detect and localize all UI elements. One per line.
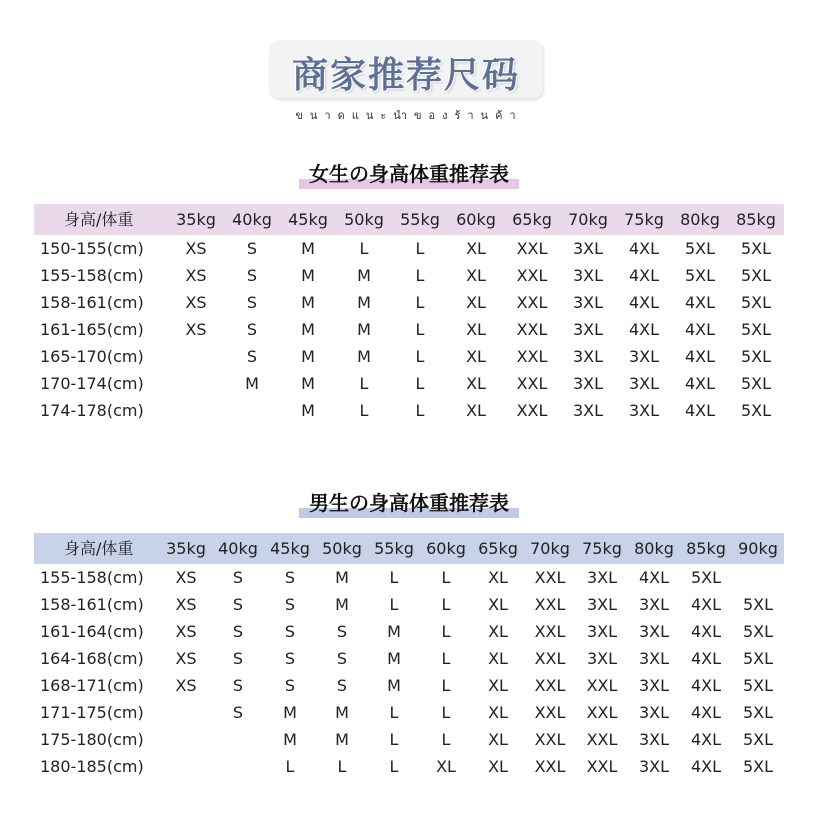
size-cell: 3XL [572,293,604,312]
size-cell: S [232,703,244,722]
size-cell: 4XL [628,320,660,339]
size-cell: L [389,568,399,587]
size-cell [160,699,212,726]
size-cell: L [415,401,425,420]
women-title-block [0,158,818,187]
size-cell: XXL [534,568,566,587]
banner [269,40,543,98]
size-cell: XS [175,568,197,587]
size-cell [160,726,212,753]
size-cell: XS [175,676,197,695]
size-cell: 4XL [684,347,716,366]
size-cell: L [415,347,425,366]
size-cell: XL [466,266,486,285]
height-label: 161-164(cm) [40,622,144,641]
weight-header: 60kg [426,539,466,558]
size-cell: 3XL [586,595,618,614]
size-cell: L [415,320,425,339]
size-cell: 5XL [690,568,722,587]
size-cell: XXL [534,730,566,749]
size-cell: M [301,293,315,312]
height-label: 174-178(cm) [40,401,144,420]
weight-header: 85kg [736,210,776,229]
size-cell: XS [175,622,197,641]
size-cell: L [389,757,399,776]
size-cell: S [246,266,258,285]
size-cell: L [337,757,347,776]
size-cell: 3XL [638,730,670,749]
table-row [34,699,784,726]
size-cell: L [415,239,425,258]
table-row [34,618,784,645]
size-cell [212,726,264,753]
weight-header: 35kg [166,539,206,558]
size-cell [160,753,212,780]
size-cell: 3XL [572,374,604,393]
size-cell: 4XL [690,757,722,776]
size-cell: M [357,293,371,312]
table-row [34,289,784,316]
weight-header: 50kg [322,539,362,558]
size-cell: XL [488,757,508,776]
size-cell: 4XL [684,293,716,312]
table-row [34,343,784,370]
size-cell: M [335,730,349,749]
size-cell: 3XL [586,622,618,641]
size-cell: XL [488,730,508,749]
table-row [34,370,784,397]
size-cell: XXL [534,595,566,614]
size-cell: S [336,622,348,641]
size-cell: S [232,649,244,668]
table-row [34,262,784,289]
size-cell [224,397,280,424]
table-row [34,645,784,672]
size-cell: M [357,266,371,285]
height-label: 168-171(cm) [40,676,144,695]
size-cell: S [284,622,296,641]
size-cell: 5XL [742,757,774,776]
size-cell: L [441,568,451,587]
weight-header: 40kg [218,539,258,558]
size-cell: M [387,622,401,641]
height-label: 158-161(cm) [40,595,144,614]
size-cell: 4XL [684,374,716,393]
size-cell: 5XL [742,622,774,641]
size-cell: XS [185,293,207,312]
size-cell: M [301,374,315,393]
size-cell: L [359,374,369,393]
size-cell: XXL [534,622,566,641]
size-cell: S [284,649,296,668]
table-row [34,726,784,753]
weight-header: 40kg [232,210,272,229]
women-header-row [34,204,784,235]
size-cell [168,370,224,397]
size-cell: 5XL [742,595,774,614]
size-cell: 3XL [572,239,604,258]
size-cell: XXL [534,649,566,668]
men-title: 男生の身高体重推荐表 [309,491,509,515]
size-cell: L [415,266,425,285]
size-cell: 4XL [690,676,722,695]
table-row [34,316,784,343]
height-label: 165-170(cm) [40,347,144,366]
size-cell: XL [488,703,508,722]
thai-subtitle: ขนาดแนะนำของร้านค้า [295,109,523,122]
size-cell: L [389,730,399,749]
size-cell: L [415,293,425,312]
size-cell: M [387,676,401,695]
size-cell: XL [466,239,486,258]
size-cell: 5XL [742,676,774,695]
size-cell: XXL [534,703,566,722]
size-cell: M [301,347,315,366]
size-cell: M [245,374,259,393]
table-row [34,672,784,699]
size-cell: XXL [586,703,618,722]
size-cell: 3XL [638,649,670,668]
size-cell: 4XL [628,293,660,312]
size-cell: 4XL [638,568,670,587]
corner-label: 身高/体重 [64,539,134,558]
size-cell: 3XL [586,568,618,587]
size-cell: XL [488,622,508,641]
size-cell: XL [466,347,486,366]
size-cell: XS [185,239,207,258]
size-cell: XS [175,649,197,668]
size-cell: 4XL [684,401,716,420]
size-cell: XXL [516,401,548,420]
size-cell: 3XL [628,401,660,420]
size-cell: XL [466,320,486,339]
size-cell: L [441,595,451,614]
size-cell: 5XL [740,374,772,393]
size-cell: 3XL [572,401,604,420]
weight-header: 65kg [512,210,552,229]
size-cell [168,397,224,424]
weight-header: 75kg [582,539,622,558]
weight-header: 70kg [568,210,608,229]
size-cell: M [283,730,297,749]
weight-header: 45kg [288,210,328,229]
size-cell: XL [488,676,508,695]
size-cell: M [357,347,371,366]
height-label: 171-175(cm) [40,703,144,722]
size-cell: L [389,595,399,614]
size-cell: 5XL [684,239,716,258]
size-cell: XS [175,595,197,614]
size-cell: XXL [516,320,548,339]
size-cell: L [441,730,451,749]
size-cell: 5XL [740,239,772,258]
size-cell: S [246,320,258,339]
size-cell: S [246,347,258,366]
women-size-table [34,204,784,424]
table-row [34,591,784,618]
weight-header: 55kg [400,210,440,229]
size-cell: 4XL [628,266,660,285]
size-cell: 5XL [742,649,774,668]
size-cell: XXL [516,347,548,366]
height-label: 155-158(cm) [40,568,144,587]
table-row [34,397,784,424]
height-label: 155-158(cm) [40,266,144,285]
size-cell: XXL [534,757,566,776]
size-cell: 3XL [572,266,604,285]
size-cell: L [441,703,451,722]
size-cell: 4XL [690,730,722,749]
size-cell: 3XL [638,676,670,695]
size-cell: 3XL [586,649,618,668]
height-label: 170-174(cm) [40,374,144,393]
weight-header: 80kg [634,539,674,558]
size-cell: 4XL [690,703,722,722]
men-header-row [34,533,784,564]
height-label: 175-180(cm) [40,730,144,749]
size-cell: 3XL [572,347,604,366]
size-cell: XL [436,757,456,776]
size-cell: M [301,401,315,420]
size-cell: XXL [516,293,548,312]
size-cell: L [389,703,399,722]
size-cell: M [335,568,349,587]
size-cell: 4XL [690,622,722,641]
size-cell: 5XL [740,401,772,420]
weight-header: 80kg [680,210,720,229]
size-cell: 3XL [628,374,660,393]
size-cell: L [415,374,425,393]
men-title-block [0,487,818,516]
size-cell: L [441,676,451,695]
weight-header: 35kg [176,210,216,229]
size-cell: S [284,568,296,587]
size-cell: S [232,595,244,614]
size-cell: XXL [586,676,618,695]
size-cell: XL [466,374,486,393]
banner-title: 商家推荐尺码 [291,55,520,96]
size-cell: M [335,595,349,614]
size-cell: S [232,622,244,641]
size-cell: M [387,649,401,668]
size-cell: XXL [586,757,618,776]
size-cell: L [285,757,295,776]
size-cell: 5XL [740,293,772,312]
size-cell [212,753,264,780]
size-cell: S [232,676,244,695]
size-cell: XXL [516,374,548,393]
size-cell: XS [185,320,207,339]
size-cell: 5XL [742,703,774,722]
weight-header: 45kg [270,539,310,558]
corner-label: 身高/体重 [64,210,134,229]
size-cell: M [301,320,315,339]
size-cell [732,564,784,591]
size-cell: M [301,239,315,258]
size-cell: S [246,293,258,312]
size-cell: 3XL [638,703,670,722]
size-cell: 4XL [690,649,722,668]
size-cell: L [359,239,369,258]
size-cell: M [357,320,371,339]
height-label: 164-168(cm) [40,649,144,668]
size-cell: S [336,676,348,695]
size-cell: L [441,622,451,641]
size-cell: 5XL [684,266,716,285]
size-cell: 5XL [740,266,772,285]
size-cell: S [284,595,296,614]
weight-header: 75kg [624,210,664,229]
size-cell: XL [488,568,508,587]
height-label: 150-155(cm) [40,239,144,258]
size-cell: 4XL [684,320,716,339]
size-cell: XXL [516,266,548,285]
weight-header: 60kg [456,210,496,229]
height-label: 161-165(cm) [40,320,144,339]
size-cell: L [441,649,451,668]
weight-header: 55kg [374,539,414,558]
size-cell: 5XL [740,320,772,339]
weight-header: 90kg [738,539,778,558]
size-cell: S [246,239,258,258]
size-cell: 4XL [628,239,660,258]
size-cell: 3XL [638,622,670,641]
size-cell: XL [488,649,508,668]
size-cell: 5XL [742,730,774,749]
size-cell: S [232,568,244,587]
size-cell: 3XL [572,320,604,339]
size-cell: XXL [534,676,566,695]
size-cell: XXL [586,730,618,749]
table-row [34,753,784,780]
size-cell: 5XL [740,347,772,366]
size-cell: XL [488,595,508,614]
height-label: 158-161(cm) [40,293,144,312]
size-cell: M [283,703,297,722]
size-cell: S [336,649,348,668]
table-row [34,564,784,591]
size-cell: XXL [516,239,548,258]
size-cell: 3XL [638,757,670,776]
size-cell: 3XL [628,347,660,366]
size-cell: M [335,703,349,722]
table-row [34,235,784,262]
size-cell: 3XL [638,595,670,614]
size-cell: S [284,676,296,695]
weight-header: 70kg [530,539,570,558]
men-size-table [34,533,784,780]
weight-header: 85kg [686,539,726,558]
size-cell: 4XL [690,595,722,614]
weight-header: 50kg [344,210,384,229]
size-cell: M [301,266,315,285]
women-title: 女生の身高体重推荐表 [309,162,509,186]
weight-header: 65kg [478,539,518,558]
size-cell: L [359,401,369,420]
size-cell [168,343,224,370]
size-cell: XL [466,401,486,420]
size-cell: XS [185,266,207,285]
height-label: 180-185(cm) [40,757,144,776]
size-cell: XL [466,293,486,312]
